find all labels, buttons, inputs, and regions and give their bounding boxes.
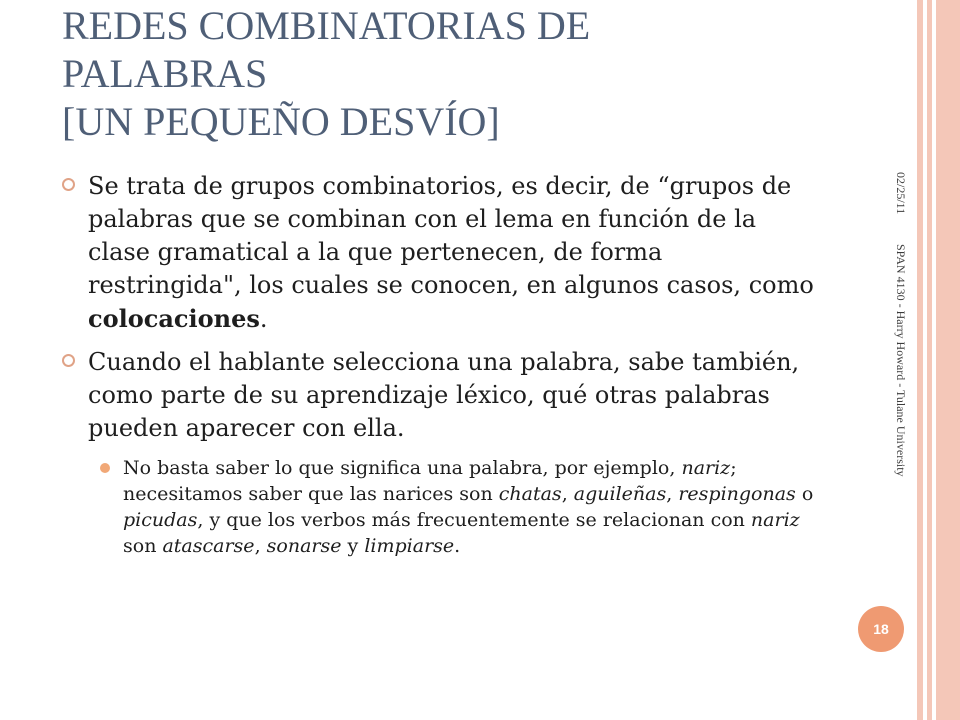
sub-text: ; necesitamos saber que las narices son bbox=[123, 457, 737, 505]
italic-term: sonarse bbox=[266, 535, 342, 557]
sub-text: , bbox=[254, 535, 267, 557]
decorative-stripe bbox=[917, 0, 923, 720]
italic-term: aguileñas bbox=[573, 483, 667, 505]
dot-bullet-icon bbox=[100, 463, 110, 473]
title-line: REDES COMBINATORIAS DE bbox=[62, 3, 591, 48]
slide-body bbox=[62, 170, 822, 559]
title-line: [UN PEQUEÑO DESVÍO] bbox=[62, 99, 500, 144]
ring-bullet-icon bbox=[62, 354, 75, 367]
italic-term: chatas bbox=[498, 483, 562, 505]
italic-term: nariz bbox=[681, 457, 731, 479]
sub-text: , bbox=[561, 483, 574, 505]
bullet-text-end: . bbox=[259, 305, 268, 333]
italic-term: atascarse bbox=[162, 535, 255, 557]
italic-term: limpiarse bbox=[364, 535, 455, 557]
bullet-text: Cuando el hablante selecciona una palabra, sabe también, como parte de su aprendizaje léxico, qué otras palabras pueden aparecer con ella. bbox=[88, 348, 800, 442]
sub-bullet-item bbox=[98, 455, 822, 559]
sub-text: , y que los verbos más frecuentemente se relacionan con bbox=[197, 509, 751, 531]
italic-term: nariz bbox=[750, 509, 800, 531]
italic-term: picudas bbox=[123, 509, 198, 531]
bold-term: colocaciones bbox=[88, 304, 260, 333]
italic-term: respingonas bbox=[678, 483, 796, 505]
sub-text: y bbox=[341, 535, 365, 557]
decorative-stripe bbox=[936, 0, 960, 720]
slide-footer: SPAN 4130 - Harry Howard - Tulane University bbox=[894, 244, 908, 477]
sub-text: o bbox=[795, 483, 814, 505]
sub-text: . bbox=[454, 535, 461, 557]
bullet-item bbox=[62, 170, 822, 336]
title-line: PALABRAS bbox=[62, 51, 268, 96]
sub-text: , bbox=[666, 483, 679, 505]
sub-text: No basta saber lo que significa una palabra, por ejemplo, bbox=[123, 457, 682, 479]
bullet-text: Se trata de grupos combinatorios, es decir, de “grupos de palabras que se combinan con el lema en función de la clase gramatical a la que pertenecen, de forma restringida", los cuales se conocen, en algunos casos, como bbox=[88, 172, 814, 299]
bullet-item bbox=[62, 346, 822, 445]
ring-bullet-icon bbox=[62, 178, 75, 191]
page-number: 18 bbox=[873, 621, 889, 637]
page-number-badge bbox=[858, 606, 904, 652]
sub-text: son bbox=[123, 535, 163, 557]
slide-date: 02/25/11 bbox=[894, 172, 908, 215]
decorative-stripe bbox=[927, 0, 932, 720]
slide-title bbox=[62, 2, 862, 146]
